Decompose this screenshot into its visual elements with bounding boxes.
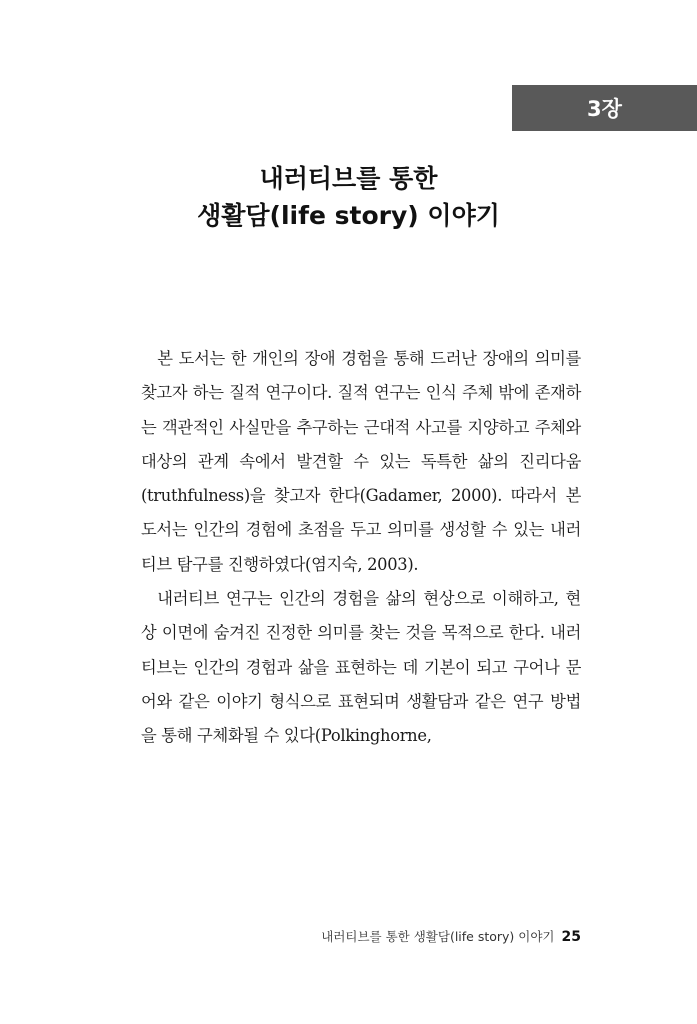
chapter-title-line2: 생활담(life story) 이야기 [197,201,500,230]
running-title: 내러티브를 통한 생활담(life story) 이야기 [321,929,555,944]
page-number: 25 [561,929,581,945]
body-text [141,342,581,754]
paragraph: 본 도서는 한 개인의 장애 경험을 통해 드러난 장애의 의미를 찾고자 하는 질적 연구이다. 질적 연구는 인식 주체 밖에 존재하는 객관적인 사실만을 추구하는 근대적 사고를 지양하고 주체와 대상의 관계 속에서 발견할 수 있는 독특한 삶의 진리다움(truthfulness)을 찾고자 한다(Gadamer, 2000). 따라서 본 도서는 인간의 경험에 초점을 두고 의미를 생성할 수 있는 내러티브 탐구를 진행하였다(염지숙, 2003). [141,349,581,574]
chapter-tab-label: 3장 [587,97,622,121]
chapter-tab [512,85,697,131]
chapter-title-line1: 내러티브를 통한 [259,164,438,193]
page-footer [321,927,581,945]
chapter-title [0,160,697,234]
paragraph: 내러티브 연구는 인간의 경험을 삶의 현상으로 이해하고, 현상 이면에 숨겨진 진정한 의미를 찾는 것을 목적으로 한다. 내러티브는 인간의 경험과 삶을 표현하는 데 기본이 되고 구어나 문어와 같은 이야기 형식으로 표현되며 생활담과 같은 연구 방법을 통해 구체화될 수 있다(Polkinghorne, [141,589,581,746]
